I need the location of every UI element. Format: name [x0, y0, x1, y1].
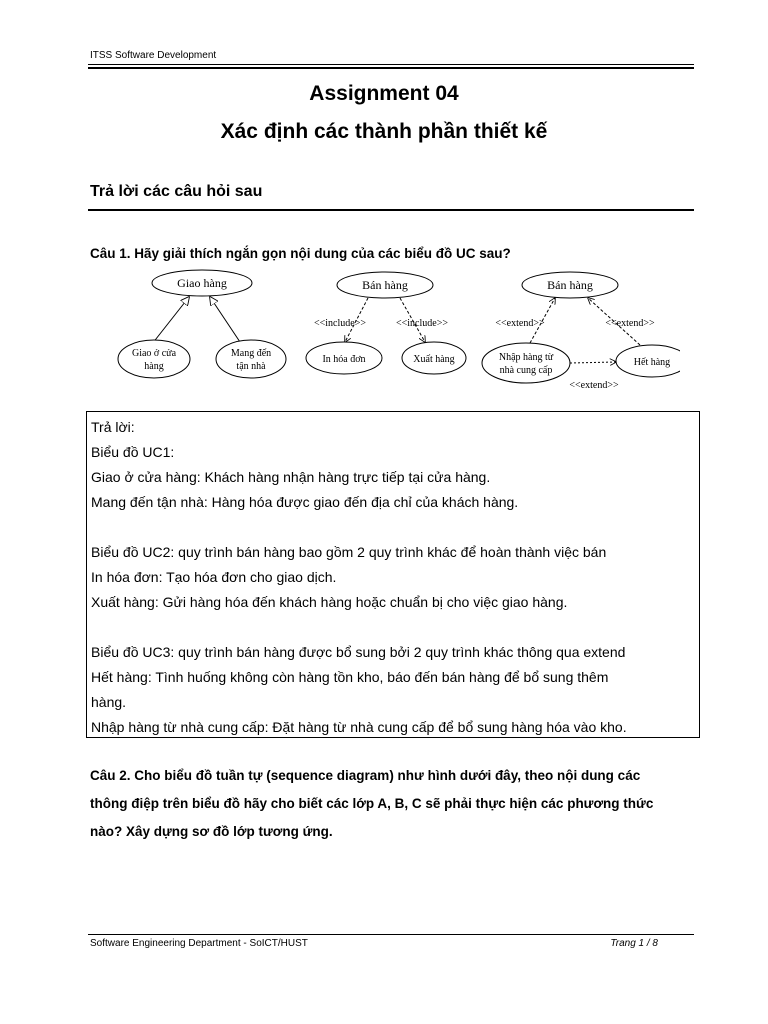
- answer-uc2-line2: Xuất hàng: Gửi hàng hóa đến khách hàng hoặc chuẩn bị cho việc giao hàng.: [91, 594, 568, 610]
- question-2: [90, 762, 700, 846]
- uc3-extend-arrow-3: [570, 362, 616, 363]
- uc3-child1-label2: nhà cung cấp: [499, 365, 553, 376]
- question-1: Câu 1. Hãy giải thích ngắn gọn nội dung của các biểu đồ UC sau?: [90, 246, 511, 261]
- question-2-line3: nào? Xây dựng sơ đồ lớp tương ứng.: [90, 824, 333, 839]
- uc1-parent-label: Giao hàng: [177, 276, 227, 290]
- header-course: ITSS Software Development: [90, 50, 217, 61]
- answer-uc2-title: Biểu đồ UC2: quy trình bán hàng bao gồm 2 quy trình khác để hoàn thành việc bán: [91, 544, 607, 560]
- footer-rule: [88, 934, 694, 935]
- uc3-extend-label-3: <<extend>>: [569, 380, 619, 391]
- answer-uc1-line2: Mang đến tận nhà: Hàng hóa được giao đến địa chỉ của khách hàng.: [91, 494, 519, 510]
- assignment-subtitle: Xác định các thành phần thiết kế: [220, 120, 548, 143]
- uc-diagram-3: [480, 266, 680, 396]
- uc2-include-label-2: <<include>>: [396, 318, 448, 329]
- answer-uc2-line1: In hóa đơn: Tạo hóa đơn cho giao dịch.: [91, 569, 337, 585]
- uc1-child2-label2: tận nhà: [236, 361, 266, 372]
- uc1-generalization-1: [152, 297, 189, 344]
- uc3-extend-label-1: <<extend>>: [495, 318, 545, 329]
- uc2-main-label: Bán hàng: [362, 278, 408, 292]
- uc1-generalization-2: [210, 297, 240, 342]
- uc3-child1-label1: Nhập hàng từ: [498, 352, 554, 363]
- uc1-child1-label2: hàng: [144, 361, 164, 372]
- uc1-child2-label1: Mang đến: [230, 348, 272, 359]
- uc3-extend-label-2: <<extend>>: [605, 318, 655, 329]
- uc3-child1-ellipse: [482, 343, 570, 383]
- uc3-main-label: Bán hàng: [547, 278, 593, 292]
- uc3-child2-label: Hết hàng: [633, 357, 671, 368]
- answer-uc1-title: Biểu đồ UC1:: [91, 444, 175, 460]
- question-2-line2: thông điệp trên biểu đồ hãy cho biết các lớp A, B, C sẽ phải thực hiện các phương thức: [90, 796, 654, 811]
- answer-uc3-line2: Nhập hàng từ nhà cung cấp: Đặt hàng từ nhà cung cấp để bổ sung hàng hóa vào kho.: [91, 719, 627, 735]
- uc-diagram-2: [300, 266, 480, 386]
- answer-label: Trả lời:: [91, 419, 135, 435]
- answer-box: [86, 411, 700, 738]
- answer-uc1-line1: Giao ở cửa hàng: Khách hàng nhận hàng trực tiếp tại cửa hàng.: [91, 469, 491, 485]
- uc1-child2-ellipse: [216, 340, 286, 378]
- uc2-child1-label: In hóa đơn: [322, 354, 366, 365]
- assignment-title: Assignment 04: [309, 82, 459, 105]
- header-rule: [88, 64, 694, 65]
- answer-uc3-line1-cont: hàng.: [91, 694, 127, 710]
- uc1-child1-ellipse: [118, 340, 190, 378]
- uc2-child2-label: Xuất hàng: [413, 354, 455, 365]
- uc2-include-label-1: <<include>>: [314, 318, 366, 329]
- answer-uc3-title: Biểu đồ UC3: quy trình bán hàng được bổ sung bởi 2 quy trình khác thông qua extend: [91, 644, 626, 660]
- footer-page-number: Trang 1 / 8: [610, 938, 658, 949]
- section-heading: Trả lời các câu hỏi sau: [90, 183, 263, 200]
- answer-spacer: [91, 515, 699, 540]
- answer-spacer: [91, 615, 699, 640]
- answer-uc3-line1: Hết hàng: Tình huống không còn hàng tồn kho, báo đến bán hàng để bổ sung thêm: [91, 669, 609, 685]
- uc1-child1-label1: Giao ở cửa: [131, 348, 177, 359]
- uc-diagram-1: [110, 266, 310, 386]
- header-rule-thick: [88, 67, 694, 69]
- section-rule: [88, 209, 694, 211]
- footer-department: Software Engineering Department - SoICT/HUST: [90, 938, 308, 949]
- question-2-line1: Câu 2. Cho biểu đồ tuần tự (sequence diagram) như hình dưới đây, theo nội dung các: [90, 768, 641, 783]
